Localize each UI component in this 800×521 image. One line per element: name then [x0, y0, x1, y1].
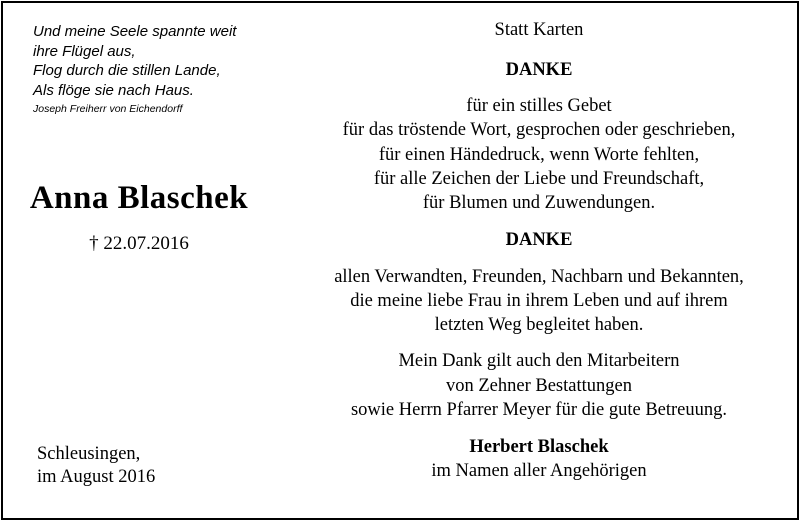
- place-line: Schleusingen,: [37, 444, 141, 464]
- signer-note: im Namen aller Angehörigen: [431, 461, 647, 481]
- place-date: [37, 443, 155, 489]
- date-line: im August 2016: [37, 467, 156, 487]
- extra-thanks-line: von Zehner Bestattungen: [446, 376, 632, 396]
- poem-line: ihre Flügel aus,: [33, 42, 136, 60]
- death-date: † 22.07.2016: [89, 233, 189, 254]
- left-column: [3, 3, 275, 518]
- poem-line: Als flöge sie nach Haus.: [33, 81, 194, 99]
- poem-line: Flog durch die stillen Lande,: [33, 62, 221, 79]
- extra-thanks-line: sowie Herrn Pfarrer Meyer für die gute Betreuung.: [350, 400, 728, 420]
- poem-line: Und meine Seele spannte weit: [33, 23, 237, 40]
- recipients-line: letzten Weg begleitet haben.: [434, 315, 644, 335]
- thanks-line: für Blumen und Zuwendungen.: [422, 193, 656, 213]
- poem-author: Joseph Freiherr von Eichendorff: [33, 103, 183, 115]
- recipients-line: allen Verwandten, Freunden, Nachbarn und Bekannten,: [334, 267, 744, 287]
- deceased-name: Anna Blaschek: [29, 180, 249, 216]
- header-statt-karten: Statt Karten: [494, 20, 584, 40]
- danke-heading: DANKE: [505, 60, 573, 80]
- thanks-line: für einen Händedruck, wenn Worte fehlten,: [378, 145, 700, 165]
- right-column: [278, 3, 800, 518]
- thanks-line: für alle Zeichen der Liebe und Freundschaft,: [373, 169, 705, 189]
- poem: [33, 22, 273, 116]
- extra-thanks-line: Mein Dank gilt auch den Mitarbeitern: [398, 351, 680, 371]
- signer-name: Herbert Blaschek: [469, 437, 609, 457]
- obituary-notice: [1, 1, 799, 520]
- thanks-line: für ein stilles Gebet: [466, 96, 612, 116]
- thanks-line: für das tröstende Wort, gesprochen oder geschrieben,: [342, 120, 736, 140]
- danke-heading: DANKE: [505, 230, 573, 250]
- recipients-line: die meine liebe Frau in ihrem Leben und auf ihrem: [350, 291, 728, 311]
